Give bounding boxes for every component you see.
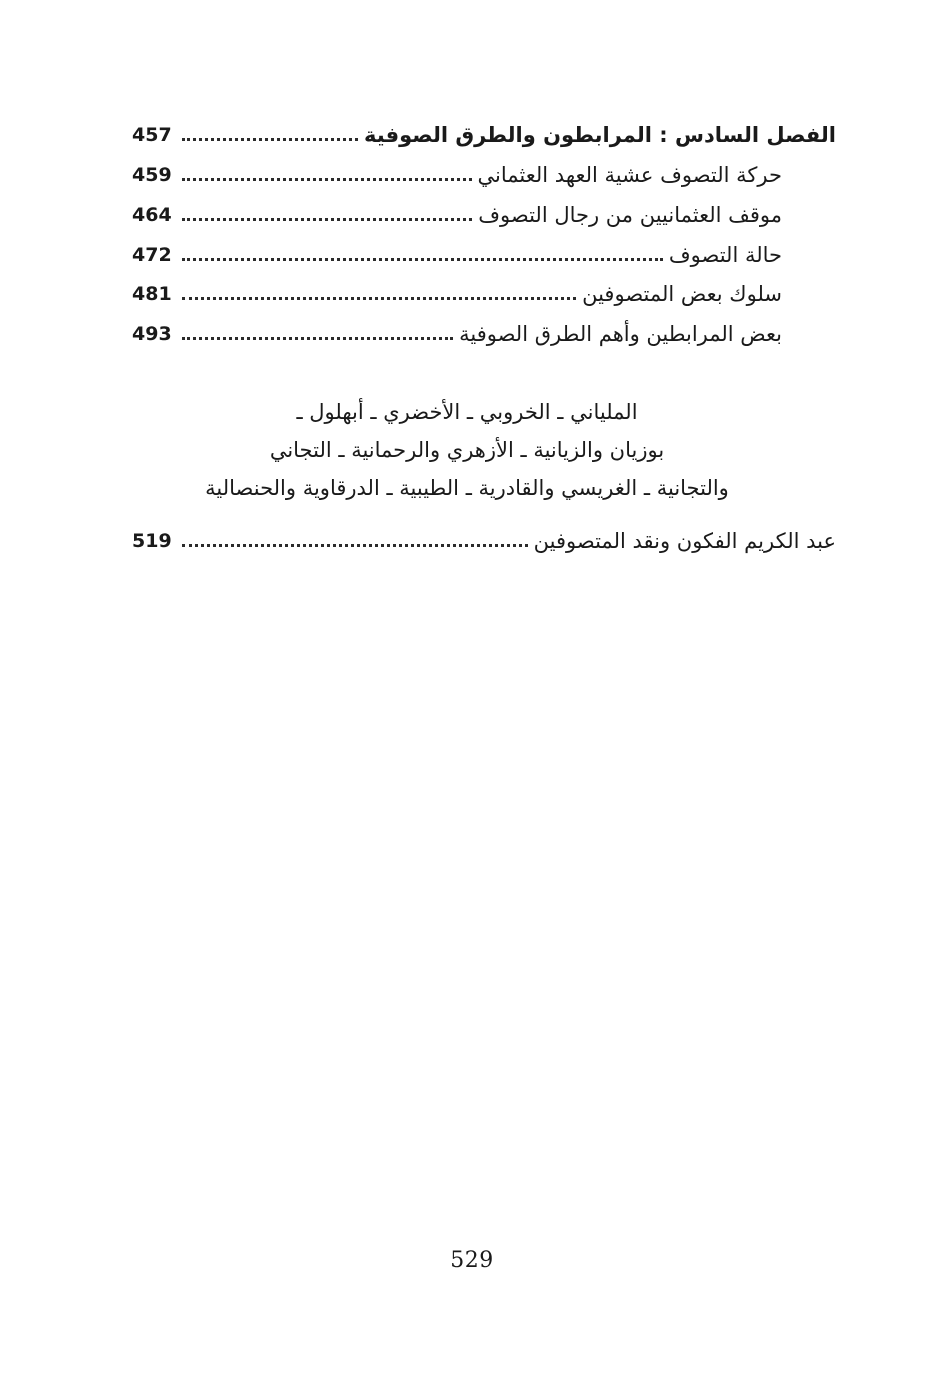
- toc-entry[interactable]: [132, 155, 782, 195]
- names-line: والتجانية ـ الغريسي والقادرية ـ الطيبية ـ الدرقاوية والحنصالية: [205, 476, 729, 500]
- toc-entry-title: حالة التصوف: [668, 243, 782, 267]
- toc-entry-title: بعض المرابطين وأهم الطرق الصوفية: [459, 322, 782, 346]
- toc-entry-page: 493: [132, 323, 172, 345]
- toc-entry-page: 472: [132, 244, 172, 266]
- toc-entry-last[interactable]: [132, 521, 836, 561]
- leader-dots: [182, 218, 472, 221]
- names-line: الملياني ـ الخروبي ـ الأخضري ـ أبهلول ـ: [296, 400, 638, 424]
- leader-dots: [182, 138, 358, 141]
- toc-entry-page: 457: [132, 124, 172, 146]
- sufi-names-block: [200, 393, 734, 507]
- leader-dots: [182, 544, 528, 547]
- toc-entry-title: حركة التصوف عشية العهد العثماني: [477, 163, 782, 187]
- toc-entry[interactable]: [132, 235, 782, 275]
- leader-dots: [182, 258, 663, 261]
- toc-entry[interactable]: [132, 314, 782, 354]
- names-line: بوزيان والزيانية ـ الأزهري والرحمانية ـ التجاني: [269, 438, 665, 462]
- toc-entry[interactable]: [132, 274, 782, 314]
- leader-dots: [182, 178, 472, 181]
- leader-dots: [182, 297, 576, 300]
- toc-entry-page: 459: [132, 164, 172, 186]
- toc-entry-title: موقف العثمانيين من رجال التصوف: [478, 203, 782, 227]
- toc-entry-page: 519: [132, 530, 172, 552]
- toc-entry-page: 464: [132, 204, 172, 226]
- page-number: 529: [450, 1248, 494, 1273]
- leader-dots: [182, 337, 453, 340]
- toc-entry[interactable]: [132, 195, 782, 235]
- toc-entry-chapter-six[interactable]: [132, 115, 836, 155]
- toc-entry-title: عبد الكريم الفكون ونقد المتصوفين: [533, 529, 836, 553]
- toc-entry-page: 481: [132, 283, 172, 305]
- toc-entry-title: الفصل السادس : المرابطون والطرق الصوفية: [364, 123, 836, 147]
- toc-entry-title: سلوك بعض المتصوفين: [582, 282, 782, 306]
